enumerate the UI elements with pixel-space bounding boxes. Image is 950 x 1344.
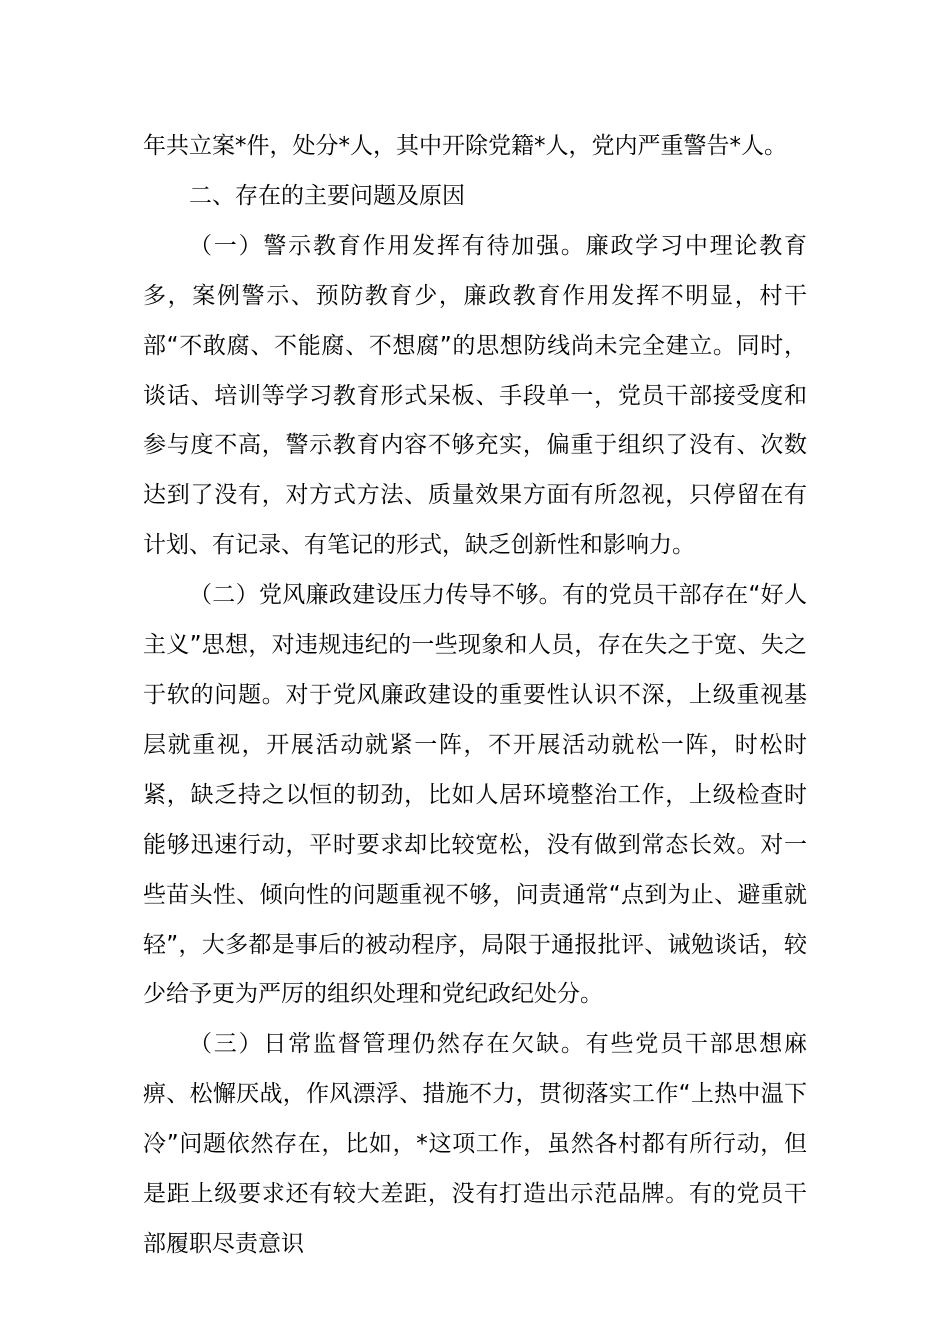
paragraph-warning-education: （一）警示教育作用发挥有待加强。廉政学习中理论教育多，案例警示、预防教育少，廉政教育作用发挥不明显，村干部“不敢腐、不能腐、不想腐”的思想防线尚未完全建立。同时，谈话、培训等学习教育形式呆板、手段单一，党员干部接受度和参与度不高，警示教育内容不够充实，偏重于组织了没有、次数达到了没有，对方式方法、质量效果方面有所忽视，只停留在有计划、有记录、有笔记的形式，缺乏创新性和影响力。: [143, 232, 807, 559]
paragraph-pressure-transmission: （二）党风廉政建设压力传导不够。有的党员干部存在“好人主义”思想，对违规违纪的一些现象和人员，存在失之于宽、失之于软的问题。对于党风廉政建设的重要性认识不深，上级重视基层就重视，开展活动就紧一阵，不开展活动就松一阵，时松时紧，缺乏持之以恒的韧劲，比如人居环境整治工作，上级检查时能够迅速行动，平时要求却比较宽松，没有做到常态长效。对一些苗头性、倾向性的问题重视不够，问责通常“点到为止、避重就轻”，大多都是事后的被动程序，局限于通报批评、诫勉谈话，较少给予更为严厉的组织处理和党纪政纪处分。: [143, 582, 807, 1008]
paragraph-daily-supervision: （三）日常监督管理仍然存在欠缺。有些党员干部思想麻痹、松懈厌战，作风漂浮、措施不力，贯彻落实工作“上热中温下冷”问题依然存在，比如，*这项工作，虽然各村都有所行动，但是距上级要求还有较大差距，没有打造出示范品牌。有的党员干部履职尽责意识: [143, 1031, 807, 1257]
paragraph-case-summary: 年共立案*件，处分*人，其中开除党籍*人，党内严重警告*人。: [143, 133, 787, 159]
document-body: [143, 122, 807, 1270]
section-heading-problems: 二、存在的主要问题及原因: [189, 182, 465, 209]
